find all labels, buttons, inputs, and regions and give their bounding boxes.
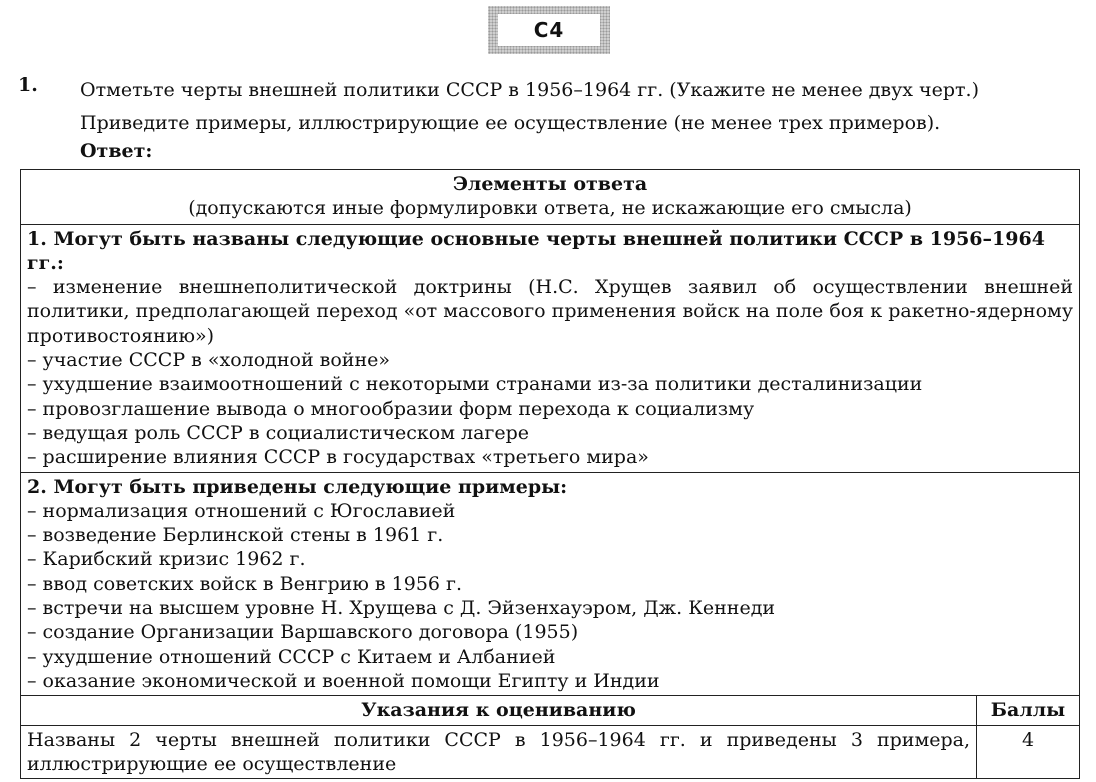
answer-elements-header [21,170,1079,225]
features-lead: 1. Могут быть названы следующие основные черты внешней политики СССР в 1956–1964 гг.: [27,227,1045,274]
example-item: – нормализация отношений с Югославией [27,499,456,522]
example-item: – создание Организации Варшавского договора (1955) [27,621,579,644]
example-item: – ухудшение отношений СССР с Китаем и Албанией [27,645,556,668]
scoring-points-header: Баллы [990,699,1066,722]
features-list [27,275,1073,469]
example-item: – Карибский кризис 1962 г. [27,548,306,571]
feature-item: – изменение внешнеполитической доктрины (Н.С. Хрущев заявил об осуществлении внешней политики, предполагающей переход «от массового применения войск на поле боя к ракетно-ядерному противостоянию») [27,276,1073,347]
example-item: – ввод советских войск в Венгрию в 1956 г. [27,572,463,595]
feature-item: – ухудшение взаимоотношений с некоторыми странами из-за политики десталинизации [27,373,923,396]
example-item: – возведение Берлинской стены в 1961 г. [27,524,444,547]
answer-table [20,169,1080,779]
task-code-badge [488,6,610,54]
task-statement-line-2: Приведите примеры, иллюстрирующие ее осуществление (не менее трех примеров). [80,112,941,134]
scoring-points-cell: 4 [1021,728,1035,751]
scoring-criteria-cell: Названы 2 черты внешней политики СССР в 1956–1964 гг. и приведены 3 примера, иллюстрирующие ее осуществление [21,726,977,779]
feature-item: – ведущая роль СССР в социалистическом лагере [27,421,530,444]
feature-item: – участие СССР в «холодной войне» [27,349,391,372]
task-number: 1. [18,74,38,96]
examples-lead: 2. Могут быть приведены следующие примеры: [27,475,568,498]
scoring-header-row [21,696,1079,725]
examples-section [21,473,1079,697]
answer-label: Ответ: [80,140,153,162]
scoring-row [21,726,1079,780]
features-section [21,225,1079,473]
scoring-criteria-header: Указания к оцениванию [21,696,977,724]
answer-elements-title: Элементы ответа [452,173,648,195]
example-item: – встречи на высшем уровне Н. Хрущева с Д. Эйзенхауэром, Дж. Кеннеди [27,597,776,620]
task-statement [80,74,1080,140]
feature-item: – провозглашение вывода о многообразии форм перехода к социализму [27,397,755,420]
task-code-label: С4 [498,14,600,46]
task-statement-line-1: Отметьте черты внешней политики СССР в 1956–1964 гг. (Укажите не менее двух черт.) [80,79,979,101]
example-item: – оказание экономической и военной помощи Египту и Индии [27,669,660,692]
examples-list [27,499,1073,693]
answer-elements-subtitle: (допускаются иные формулировки ответа, не искажающие его смысла) [188,197,912,220]
feature-item: – расширение влияния СССР в государствах «третьего мира» [27,446,649,469]
